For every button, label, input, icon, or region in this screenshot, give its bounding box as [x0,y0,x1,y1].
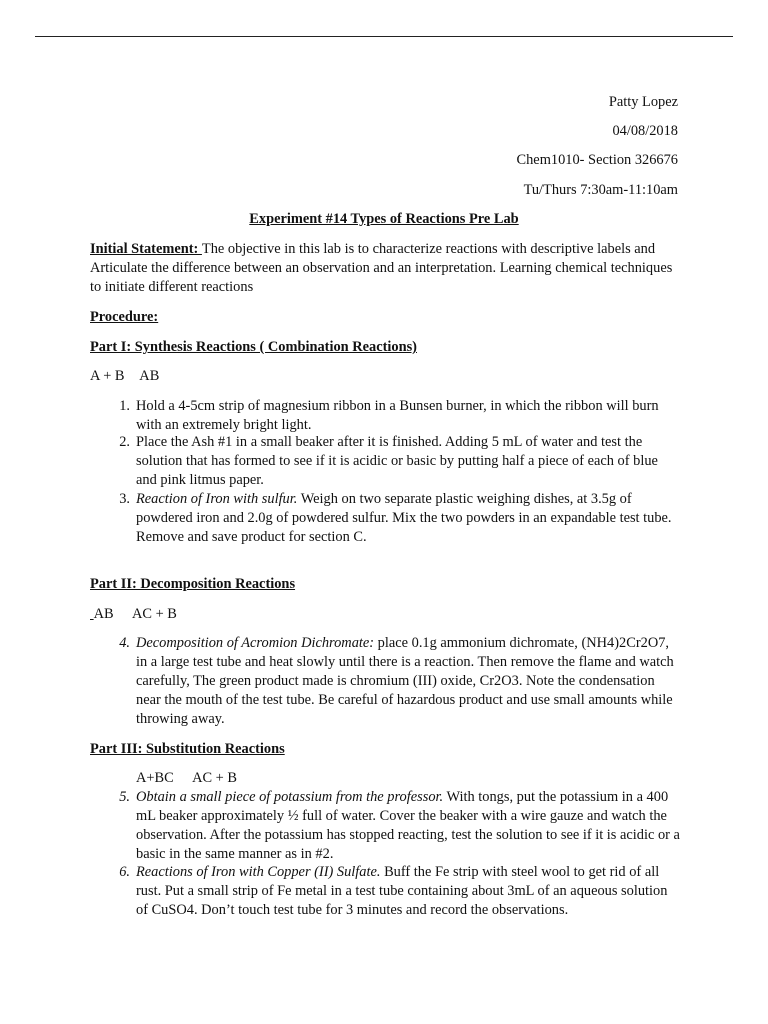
item-italic: Reactions of Iron with Copper (II) Sulfate. [136,864,381,880]
list-item [136,397,681,435]
author-name: Patty Lopez [608,94,678,110]
item-italic: Obtain a small piece of potassium from the professor. [136,789,444,805]
list-item [136,433,681,490]
initial-statement-text: The objective in this lab is to characterize reactions with descriptive labels and Articulate the difference between an observation and an interpretation. Learning chemical techniques to initiate different reactions [90,241,673,295]
list-number: 2. [119,434,130,450]
list-item [136,863,681,920]
part3-equation: A+BC AC + B [136,770,222,786]
list-item [136,490,681,547]
list-item [136,634,681,729]
document-title: Experiment #14 Types of Reactions Pre Lab [249,211,519,227]
item-italic: Decomposition of Acromion Dichromate: [136,635,375,651]
part1-heading: Part I: Synthesis Reactions ( Combination Reactions) [90,339,417,355]
item-text: Weigh on two separate plastic weighing dishes, at 3.5g of powdered iron and 2.0g of powdered sulfur. Mix the two powders in an expandable test tube. Remove and save product for section C. [136,491,672,545]
list-number: 3. [119,491,130,507]
list-number: 1. [119,398,130,414]
header-rule [35,36,733,37]
list-item [136,788,681,864]
item-italic: Reaction of Iron with sulfur. [136,491,298,507]
item-text: Place the Ash #1 in a small beaker after it is finished. Adding 5 mL of water and test the solution that has formed to see if it is acidic or basic by putting half a piece of each of blue and pink litmus paper. [136,434,658,488]
list-number: 5. [119,789,130,805]
date: 04/08/2018 [612,123,678,139]
course-section: Chem1010- Section 326676 [516,152,678,168]
item-text: With tongs, put the potassium in a 400 mL beaker approximately ½ full of water. Cover the beaker with a wire gauze and watch the observation. After the potassium has stopped reacting, test the solution to see if it is acidic or a basic in the same manner as in #2. [136,789,680,862]
class-schedule: Tu/Thurs 7:30am-11:10am [523,182,678,198]
item-text: Hold a 4-5cm strip of magnesium ribbon in a Bunsen burner, in which the ribbon will burn with an extremely bright light. [136,398,659,433]
part2-equation [90,605,680,624]
list-number: 4. [119,635,130,651]
initial-statement-label: Initial Statement: [90,241,202,257]
procedure-label: Procedure: [90,309,159,325]
item-text: place 0.1g ammonium dichromate, (NH4)2Cr2O7, in a large test tube and heat slowly until there is a reaction. Then remove the flame and watch carefully, The green product made is chromium (III) oxide, Cr2O3. Note the condensation near the mouth of the test tube. Be careful of hazardous product and use small amounts while throwing away. [136,635,674,727]
part2-equation-text: AB AC + B [93,606,162,622]
part2-heading: Part II: Decomposition Reactions [90,576,296,592]
item-text: Buff the Fe strip with steel wool to get rid of all rust. Put a small strip of Fe metal in a test tube containing about 3mL of an aqueous solution of CuSO4. Don’t touch test tube for 3 minutes and record the observations. [136,864,668,918]
part3-heading: Part III: Substitution Reactions [90,741,285,757]
initial-statement [90,240,680,297]
part1-equation: A + B AB [90,368,148,384]
list-number: 6. [119,864,130,880]
